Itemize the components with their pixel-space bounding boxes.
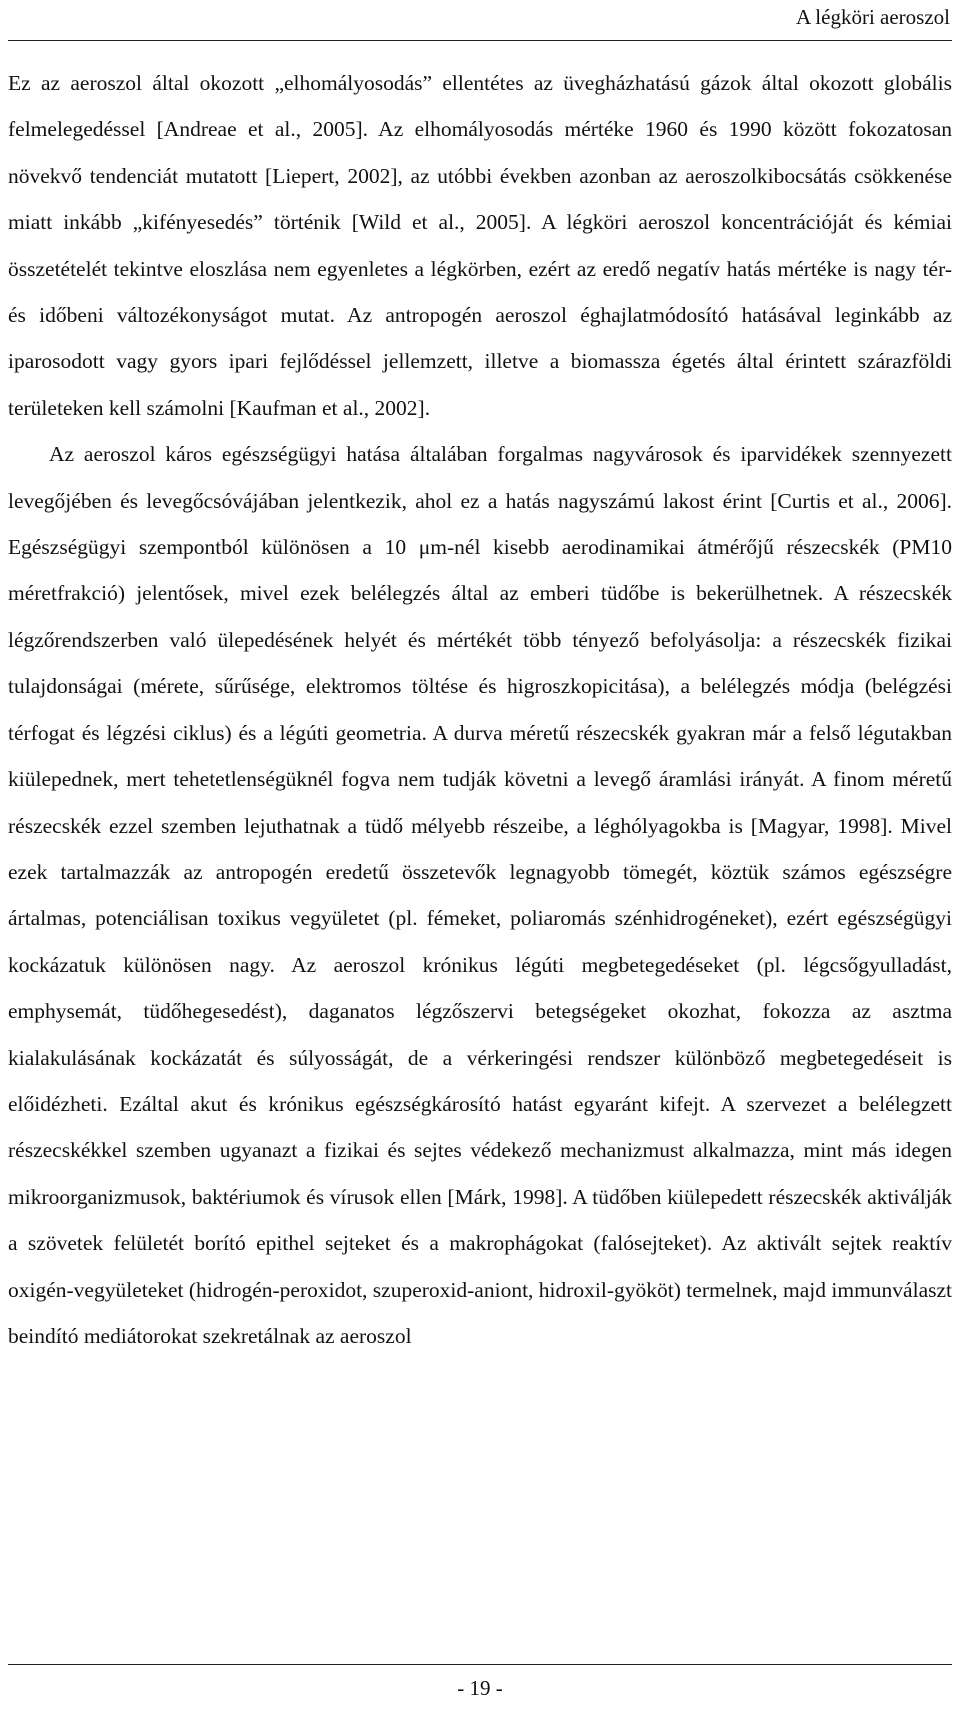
page-number: - 19 - xyxy=(457,1676,503,1700)
page-header xyxy=(8,0,952,41)
paragraph: Ez az aeroszol által okozott „elhomályosodás” ellentétes az üvegházhatású gázok által okozott globális felmelegedéssel [Andreae et al., 2005]. Az elhomályosodás mértéke 1960 és 1990 között fokozatosan növekvő tendenciát mutatott [Liepert, 2002], az utóbbi években azonban az aeroszolkibocsátás csökkenése miatt inkább „kifényesedés” történik [Wild et al., 2005]. A légköri aeroszol koncentrációját és kémiai összetételét tekintve eloszlása nem egyenletes a légkörben, ezért az eredő negatív hatás mértéke is nagy tér- és időbeni változékonyságot mutat. Az antropogén aeroszol éghajlatmódosító hatásával leginkább az iparosodott vagy gyors ipari fejlődéssel jellemzett, illetve a biomassza égetés által érintett szárazföldi területeken kell számolni [Kaufman et al., 2002]. xyxy=(8,71,952,420)
body-text xyxy=(8,60,952,1359)
page-footer xyxy=(8,1664,952,1715)
running-title: A légköri aeroszol xyxy=(796,5,950,29)
paragraph: Az aeroszol káros egészségügyi hatása általában forgalmas nagyvárosok és iparvidékek szennyezett levegőjében és levegőcsóvájában jelentkezik, ahol ez a hatás nagyszámú lakost érint [Curtis et al., 2006]. Egészségügyi szempontból különösen a 10 μm-nél kisebb aerodinamikai átmérőjű részecskék (PM10 méretfrakció) jelentősek, mivel ezek belélegzés által az emberi tüdőbe is bekerülhetnek. A részecskék légzőrendszerben való ülepedésének helyét és mértékét több tényező befolyásolja: a részecskék fizikai tulajdonságai (mérete, sűrűsége, elektromos töltése és higroszkopicitása), a belélegzés módja (belégzési térfogat és légzési ciklus) és a légúti geometria. A durva méretű részecskék gyakran már a felső légutakban kiülepednek, mert tehetetlenségüknél fogva nem tudják követni a levegő áramlási irányát. A finom méretű részecskék ezzel szemben lejuthatnak a tüdő mélyebb részeibe, a léghólyagokba is [Magyar, 1998]. Mivel ezek tartalmazzák az antropogén eredetű összetevők legnagyobb tömegét, köztük számos egészségre ártalmas, potenciálisan toxikus vegyületet (pl. fémeket, poliaromás szénhidrogéneket), ezért egészségügyi kockázatuk különösen nagy. Az aeroszol krónikus légúti megbetegedéseket (pl. légcsőgyulladást, emphysemát, tüdőhegesedést), daganatos légzőszervi betegségeket okozhat, fokozza az asztma kialakulásának kockázatát és súlyosságát, de a vérkeringési rendszer különböző megbetegedéseit is előidézheti. Ezáltal akut és krónikus egészségkárosító hatást egyaránt kifejt. A szervezet a belélegzett részecskékkel szemben ugyanazt a fizikai és sejtes védekező mechanizmust alkalmazza, mint más idegen mikroorganizmusok, baktériumok és vírusok ellen [Márk, 1998]. A tüdőben kiülepedett részecskék aktiválják a szövetek felületét borító epithel sejteket és a makrophágokat (falósejteket). Az aktivált sejtek reaktív oxigén-vegyületeket (hidrogén-peroxidot, szuperoxid-aniont, hidroxil-gyököt) termelnek, majd immunválaszt beindító mediátorokat szekretálnak az aeroszol xyxy=(8,442,952,1348)
